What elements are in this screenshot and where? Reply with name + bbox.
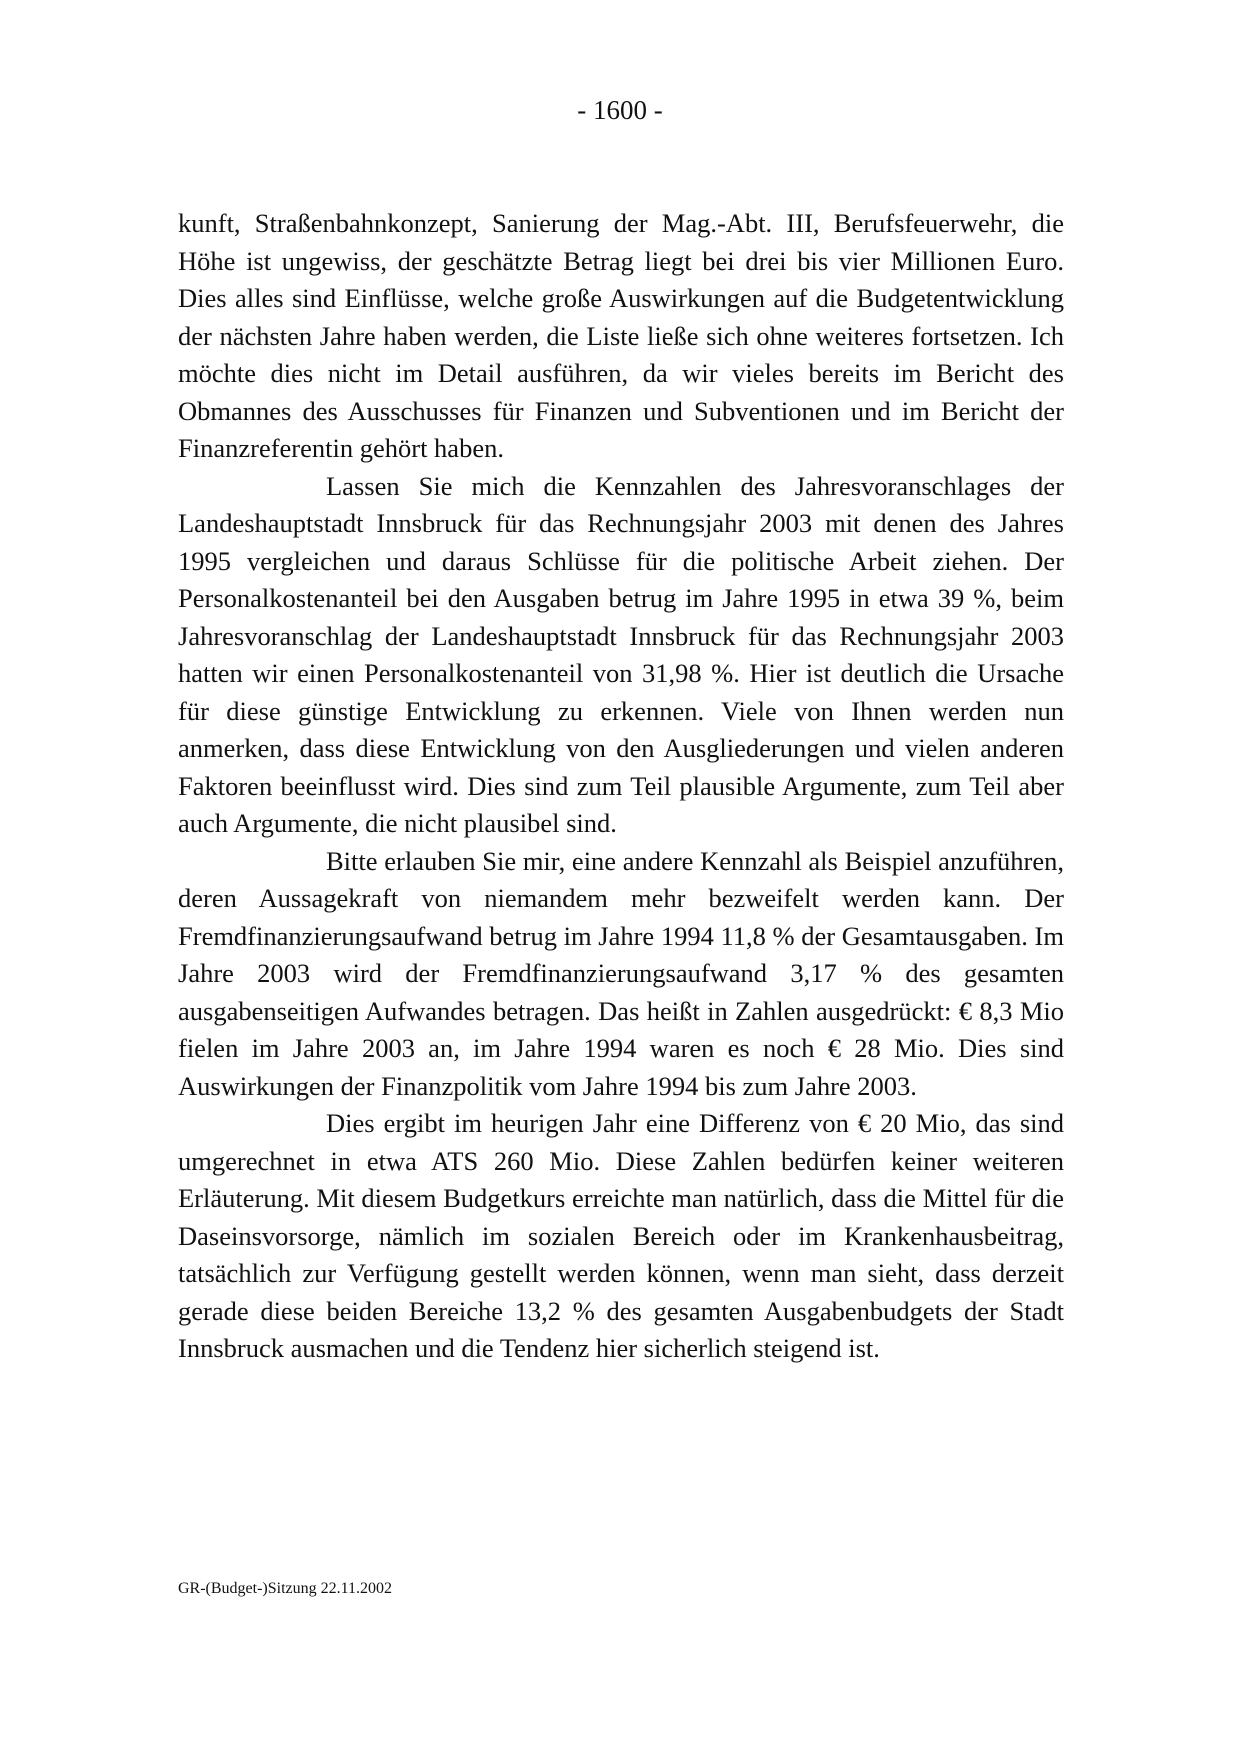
footer: GR-(Budget-)Sitzung 22.11.2002 [178, 1580, 393, 1597]
page-number: - 1600 - [577, 95, 663, 125]
paragraph: Dies ergibt im heurigen Jahr eine Differenz von € 20 Mio, das sind umgerechnet in etwa ATS 260 Mio. Diese Zahlen bedürfen keiner weiteren Erläuterung. Mit diesem Budgetkurs erreichte man natürlich, dass die Mittel für die Daseinsvorsorge, nämlich im sozialen Bereich oder im Krankenhausbeitrag, tatsächlich zur Verfügung gestellt werden können, wenn man sieht, dass derzeit gerade diese beiden Bereiche 13,2 % des gesamten Ausgabenbudgets der Stadt Innsbruck ausmachen und die Tendenz hier sicherlich steigend ist. [178, 1108, 1064, 1363]
paragraph: kunft, Straßenbahnkonzept, Sanierung der Mag.-Abt. III, Berufsfeuerwehr, die Höhe ist ungewiss, der geschätzte Betrag liegt bei drei bis vier Millionen Euro. Dies alles sind Einflüsse, welche große Auswirkungen auf die Budgetentwicklung der nächsten Jahre haben werden, die Liste ließe sich ohne weiteres fortsetzen. Ich möchte dies nicht im Detail ausführen, da wir vieles bereits im Bericht des Obmannes des Ausschusses für Finanzen und Subventionen und im Bericht der Finanzreferentin gehört haben. [178, 208, 1064, 463]
body-text [178, 205, 1064, 1368]
paragraph: Bitte erlauben Sie mir, eine andere Kennzahl als Beispiel anzuführen, deren Aussagekraft von niemandem mehr bezweifelt werden kann. Der Fremdfinanzierungsaufwand betrug im Jahre 1994 11,8 % der Gesamtausgaben. Im Jahre 2003 wird der Fremdfinanzierungsaufwand 3,17 % des gesamten ausgabenseitigen Aufwandes betragen. Das heißt in Zahlen ausgedrückt: € 8,3 Mio fielen im Jahre 2003 an, im Jahre 1994 waren es noch € 28 Mio. Dies sind Auswirkungen der Finanzpolitik vom Jahre 1994 bis zum Jahre 2003. [178, 845, 1064, 1101]
paragraph: Lassen Sie mich die Kennzahlen des Jahresvoranschlages der Landeshauptstadt Innsbruck für das Rechnungsjahr 2003 mit denen des Jahres 1995 vergleichen und daraus Schlüsse für die politische Arbeit ziehen. Der Personalkostenanteil bei den Ausgaben betrug im Jahre 1995 in etwa 39 %, beim Jahresvoranschlag der Landeshauptstadt Innsbruck für das Rechnungsjahr 2003 hatten wir einen Personalkostenanteil von 31,98 %. Hier ist deutlich die Ursache für diese günstige Entwicklung zu erkennen. Viele von Ihnen werden nun anmerken, dass diese Entwicklung von den Ausgliederungen und vielen anderen Faktoren beeinflusst wird. Dies sind zum Teil plausible Argumente, zum Teil aber auch Argumente, die nicht plausibel sind. [178, 470, 1064, 838]
